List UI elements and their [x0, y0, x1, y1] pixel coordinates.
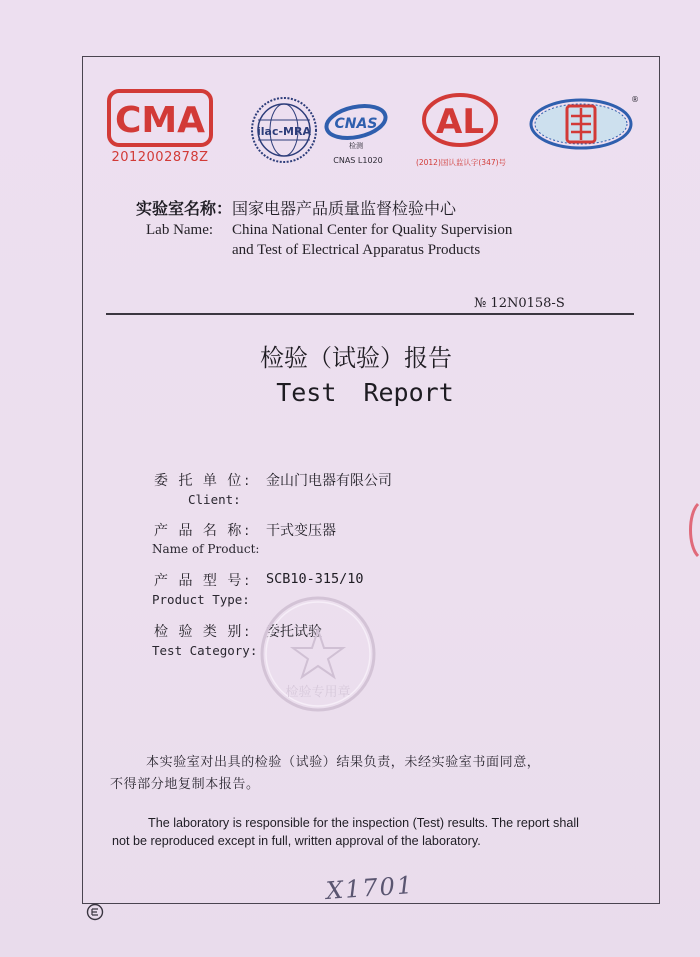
cnas-logo-text: CNAS: [334, 116, 378, 132]
notice-cn-line1: 本实验室对出具的检验（试验）结果负责，未经实验室书面同意，: [146, 755, 541, 770]
lab-value-cn: 国家电器产品质量监督检验中心: [232, 199, 457, 218]
ilac-mra-logo-icon: [246, 95, 322, 165]
product-name-label-en: Name of Product:: [152, 542, 260, 556]
edge-tab-mark-icon: [684, 500, 700, 560]
lab-label-cn: 实验室名称：: [136, 199, 233, 218]
notice-en-line1: The laboratory is responsible for the inspection (Test) results. The report shall: [148, 816, 579, 830]
cal-code: (2012)国认监认字(347)号: [415, 158, 507, 167]
test-category-label-cn: 检 验 类 别:: [154, 624, 253, 640]
report-number: № 12N0158-S: [474, 296, 565, 311]
header-divider: [106, 313, 634, 315]
seal-text: 检验专用章: [285, 685, 351, 700]
product-type-value: SCB10-315/10: [266, 571, 364, 587]
cnas-logo-icon: [318, 100, 394, 160]
lab-value-en-line2: and Test of Electrical Apparatus Products: [232, 242, 481, 258]
ccc-logo-icon: [527, 94, 637, 152]
client-label-cn: 委 托 单 位:: [154, 473, 253, 489]
test-category-label-en: Test Category:: [152, 643, 258, 658]
corner-stamp-icon: [86, 903, 104, 921]
cnas-code: CNAS L1020: [333, 156, 383, 165]
page-title-en: Test Report: [276, 378, 454, 407]
cma-logo-text: CMA: [114, 100, 206, 141]
notice-cn-line2: 不得部分地复制本报告。: [110, 777, 260, 792]
notice-en: [112, 814, 628, 850]
lab-label-en: Lab Name:: [146, 222, 214, 238]
lab-value-en-line1: China National Center for Quality Supervision: [232, 222, 513, 238]
product-name-label-cn: 产 品 名 称:: [154, 523, 253, 539]
cal-logo-icon: [420, 92, 500, 148]
notice-en-line2: not be reproduced except in full, written approval of the laboratory.: [112, 834, 481, 848]
product-type-label-en: Product Type:: [152, 592, 250, 607]
handwritten-note: X1701: [325, 870, 416, 906]
product-name-value: 干式变压器: [266, 523, 336, 539]
test-category-value: 委托试验: [266, 624, 322, 640]
cma-number: 2012002878Z: [111, 150, 209, 165]
notice-cn: [110, 752, 620, 796]
cnas-sub-text: 检测: [349, 142, 363, 150]
client-label-en: Client:: [188, 492, 241, 507]
client-value: 金山门电器有限公司: [266, 473, 392, 489]
embossed-seal-icon: [258, 594, 378, 714]
page-title-cn: 检验（试验）报告: [260, 344, 452, 372]
cal-logo-text: AL: [436, 102, 484, 142]
product-type-label-cn: 产 品 型 号:: [154, 573, 253, 589]
lab-name-en: [146, 220, 566, 258]
lab-name-cn: [136, 196, 456, 219]
cma-logo-icon: [106, 88, 214, 148]
ilac-logo-text: ilac-MRA: [257, 125, 311, 138]
registered-mark: ®: [631, 95, 639, 104]
